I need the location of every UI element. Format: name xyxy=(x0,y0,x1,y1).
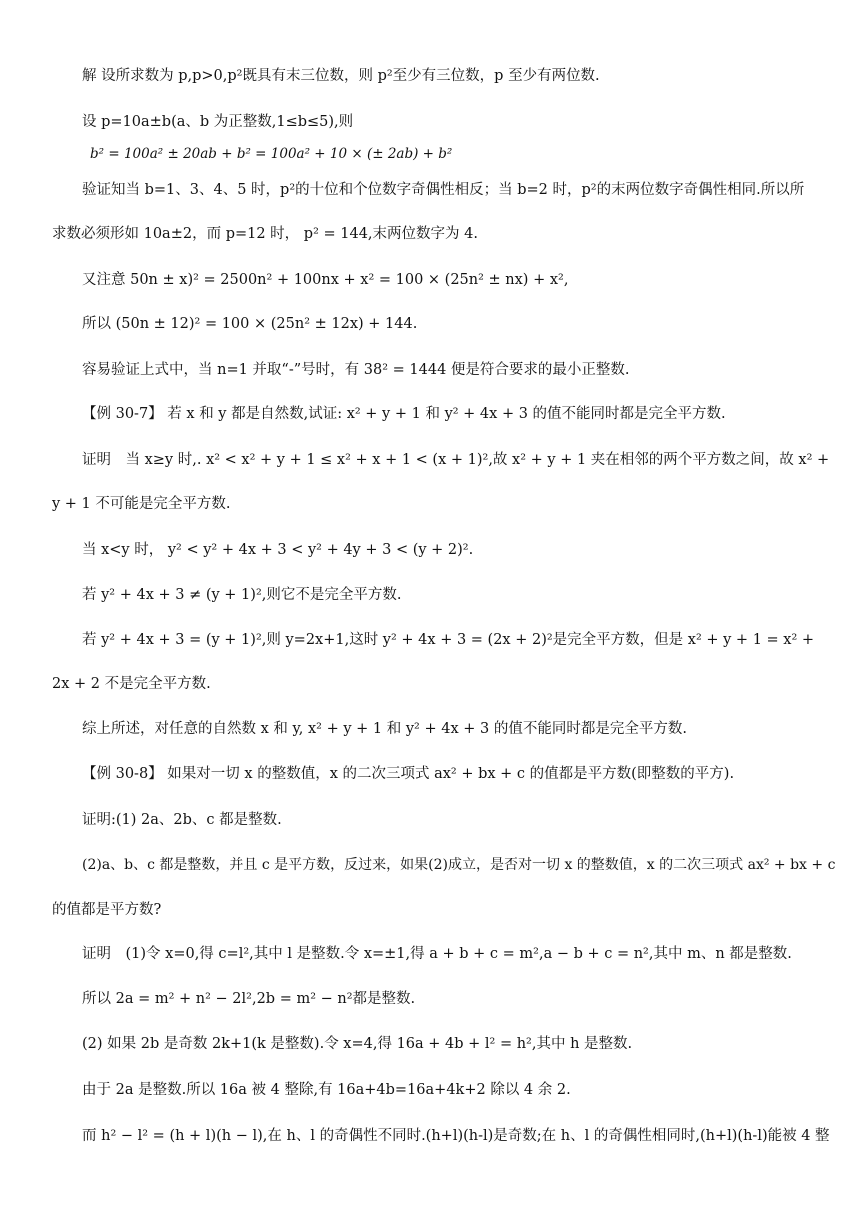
example-heading: 【例 30-8】 如果对一切 x 的整数值，x 的二次三项式 ax² + bx + c 的值都是平方数(即整数的平方). xyxy=(82,766,735,782)
text-line: y + 1 不可能是完全平方数. xyxy=(52,496,231,512)
text-line: 的值都是平方数? xyxy=(52,902,162,918)
text-line: 证明 当 x≥y 时,. x² < x² + y + 1 ≤ x² + x + 1 < (x + 1)²,故 x² + y + 1 夹在相邻的两个平方数之间，故 x² + xyxy=(82,452,830,468)
example-heading: 【例 30-7】 若 x 和 y 都是自然数,试证: x² + y + 1 和 y² + 4x + 3 的值不能同时都是完全平方数. xyxy=(82,406,726,422)
text-line: 若 y² + 4x + 3 = (y + 1)²,则 y=2x+1,这时 y² + 4x + 3 = (2x + 2)²是完全平方数，但是 x² + y + 1 = x² + xyxy=(82,632,815,648)
text-line: 容易验证上式中，当 n=1 并取“-”号时，有 38² = 1444 便是符合要求的最小正整数. xyxy=(82,362,630,378)
text-line: 解 设所求数为 p,p>0,p²既具有末三位数，则 p²至少有三位数，p 至少有两位数. xyxy=(82,68,600,84)
text-line: 所以 (50n ± 12)² = 100 × (25n² ± 12x) + 144. xyxy=(82,316,418,332)
text-line: 而 h² − l² = (h + l)(h − l),在 h、l 的奇偶性不同时.(h+l)(h-l)是奇数;在 h、l 的奇偶性相同时,(h+l)(h-l)能被 4 整 xyxy=(82,1128,830,1144)
text-line: 设 p=10a±b(a、b 为正整数,1≤b≤5),则 xyxy=(82,114,354,130)
text-line: 由于 2a 是整数.所以 16a 被 4 整除,有 16a+4b=16a+4k+2 除以 4 余 2. xyxy=(82,1082,571,1098)
text-line: 求数必须形如 10a±2，而 p=12 时， p² = 144,末两位数字为 4. xyxy=(52,226,478,242)
text-line: 所以 2a = m² + n² − 2l²,2b = m² − n²都是整数. xyxy=(82,991,416,1007)
text-line: 证明:(1) 2a、2b、c 都是整数. xyxy=(82,812,282,828)
text-line: 证明 (1)令 x=0,得 c=l²,其中 l 是整数.令 x=±1,得 a + b + c = m²,a − b + c = n²,其中 m、n 都是整数. xyxy=(82,946,792,962)
text-line: 若 y² + 4x + 3 ≠ (y + 1)²,则它不是完全平方数. xyxy=(82,587,402,603)
equation-line: b² = 100a² ± 20ab + b² = 100a² + 10 × (± 2ab) + b² xyxy=(90,146,453,162)
text-line: 又注意 50n ± x)² = 2500n² + 100nx + x² = 100 × (25n² ± nx) + x², xyxy=(82,272,569,288)
text-line: 2x + 2 不是完全平方数. xyxy=(52,676,211,692)
text-line: (2)a、b、c 都是整数，并且 c 是平方数，反过来，如果(2)成立，是否对一切 x 的整数值，x 的二次三项式 ax² + bx + c xyxy=(82,857,836,873)
text-line: 验证知当 b=1、3、4、5 时，p²的十位和个位数字奇偶性相反；当 b=2 时，p²的末两位数字奇偶性相同.所以所 xyxy=(82,182,805,198)
text-line: 综上所述，对任意的自然数 x 和 y, x² + y + 1 和 y² + 4x + 3 的值不能同时都是完全平方数. xyxy=(82,721,687,737)
text-line: 当 x<y 时， y² < y² + 4x + 3 < y² + 4y + 3 < (y + 2)². xyxy=(82,542,474,558)
text-line: (2) 如果 2b 是奇数 2k+1(k 是整数).令 x=4,得 16a + 4b + l² = h²,其中 h 是整数. xyxy=(82,1036,633,1052)
